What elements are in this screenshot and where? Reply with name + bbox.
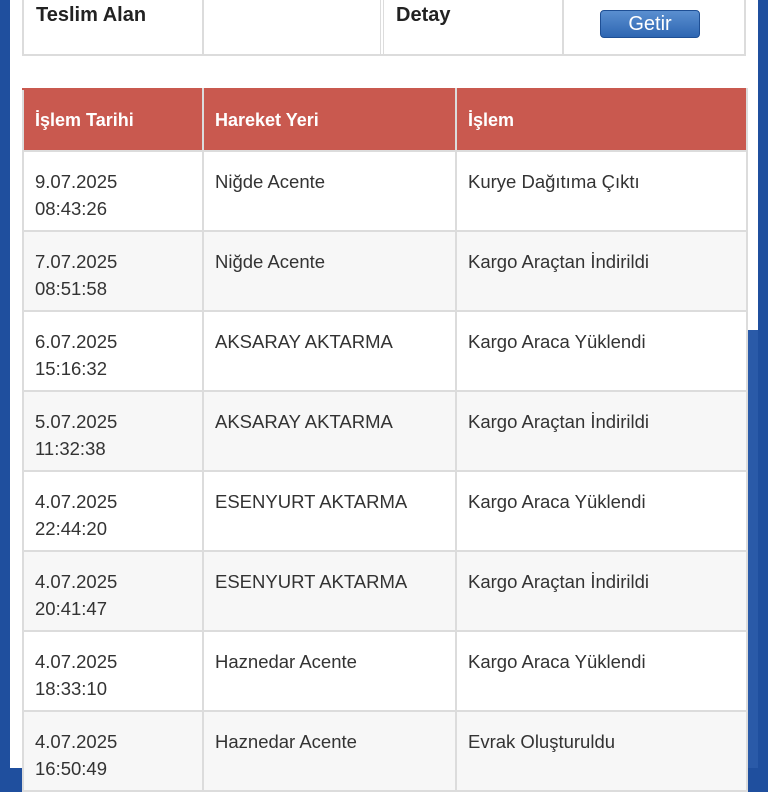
cell-date: 5.07.2025 [35, 411, 118, 432]
cell-action: Kargo Araçtan İndirildi [456, 551, 747, 631]
cell-action: Kargo Araca Yüklendi [456, 311, 747, 391]
cell-date: 9.07.2025 [35, 171, 118, 192]
frame-edge [748, 330, 758, 768]
cell-datetime [23, 551, 203, 631]
cell-time: 16:50:49 [35, 758, 108, 779]
cell-time: 11:32:38 [35, 438, 106, 459]
column-header-date: İşlem Tarihi [23, 89, 203, 151]
cell-date: 6.07.2025 [35, 331, 118, 352]
cell-action: Kurye Dağıtıma Çıktı [456, 151, 747, 231]
cell-place: Niğde Acente [203, 231, 456, 311]
detay-label-cell [384, 0, 564, 54]
table-row [23, 151, 747, 231]
cell-datetime [23, 311, 203, 391]
detay-label: Detay [396, 4, 451, 26]
cell-time: 08:43:26 [35, 198, 108, 219]
table-row [23, 231, 747, 311]
cell-time: 15:16:32 [35, 358, 108, 379]
column-header-place: Hareket Yeri [203, 89, 456, 151]
cell-place: Haznedar Acente [203, 631, 456, 711]
cell-place: AKSARAY AKTARMA [203, 311, 456, 391]
cell-place: AKSARAY AKTARMA [203, 391, 456, 471]
cell-date: 4.07.2025 [35, 571, 118, 592]
cell-datetime [23, 391, 203, 471]
table-row [23, 471, 747, 551]
cell-action: Kargo Araçtan İndirildi [456, 231, 747, 311]
cell-place: Niğde Acente [203, 151, 456, 231]
getir-button[interactable]: Getir [600, 10, 700, 38]
cell-datetime [23, 631, 203, 711]
cell-date: 4.07.2025 [35, 491, 118, 512]
cell-date: 4.07.2025 [35, 651, 118, 672]
cell-datetime [23, 151, 203, 231]
shipment-info-grid [22, 0, 746, 56]
cell-action: Kargo Araçtan İndirildi [456, 391, 747, 471]
cell-date: 7.07.2025 [35, 251, 118, 272]
table-row [23, 551, 747, 631]
table-row [23, 311, 747, 391]
column-header-action: İşlem [456, 89, 747, 151]
teslim-label-cell [24, 0, 204, 54]
teslim-value-cell [204, 0, 384, 54]
cell-datetime [23, 711, 203, 791]
cell-time: 18:33:10 [35, 678, 108, 699]
cell-datetime [23, 471, 203, 551]
table-row [23, 631, 747, 711]
table-header-row [23, 89, 747, 151]
page [10, 0, 758, 779]
cell-place: ESENYURT AKTARMA [203, 551, 456, 631]
cell-place: Haznedar Acente [203, 711, 456, 791]
cell-time: 22:44:20 [35, 518, 108, 539]
cell-time: 08:51:58 [35, 278, 108, 299]
table-row [23, 711, 747, 791]
cell-action: Evrak Oluşturuldu [456, 711, 747, 791]
cell-time: 20:41:47 [35, 598, 108, 619]
cell-date: 4.07.2025 [35, 731, 118, 752]
cell-place: ESENYURT AKTARMA [203, 471, 456, 551]
teslim-alan-label: Teslim Alan [36, 4, 147, 26]
cell-datetime [23, 231, 203, 311]
tracking-table [22, 88, 748, 792]
cell-action: Kargo Araca Yüklendi [456, 471, 747, 551]
table-row [23, 391, 747, 471]
detay-action-cell [564, 0, 744, 54]
cell-action: Kargo Araca Yüklendi [456, 631, 747, 711]
